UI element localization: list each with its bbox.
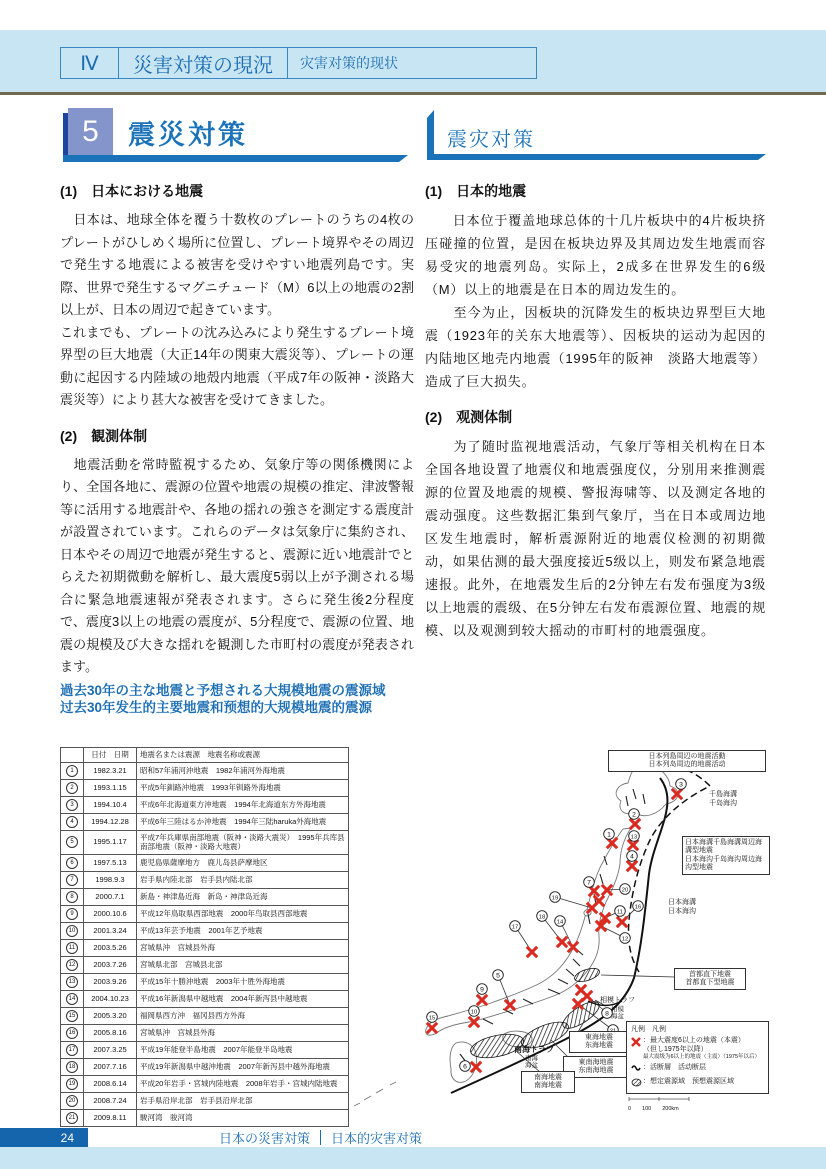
row-date: 2004.10.23 bbox=[84, 990, 137, 1007]
table-row bbox=[61, 1092, 349, 1109]
row-date: 2005.8.16 bbox=[84, 1024, 137, 1041]
svg-text:20: 20 bbox=[621, 887, 629, 894]
svg-text:13: 13 bbox=[630, 834, 638, 841]
table-row bbox=[61, 922, 349, 939]
nankai-quake-box bbox=[521, 1071, 575, 1093]
row-quake-name: 平成16年新潟県中越地震 2004年新泻县中越地震 bbox=[137, 990, 349, 1007]
table-row bbox=[61, 1024, 349, 1041]
svg-text:17: 17 bbox=[511, 924, 519, 931]
table-row bbox=[61, 830, 349, 854]
tonankai-quake-ja: 東南海地震 bbox=[578, 1058, 614, 1066]
map-scale-text: 0 100 200km bbox=[628, 1105, 679, 1112]
row-number-circle: 21 bbox=[66, 1112, 78, 1124]
map-title-ja: 日本列島周辺の地震活動 bbox=[648, 752, 726, 760]
svg-text:12: 12 bbox=[621, 936, 629, 943]
row-number-circle: 18 bbox=[66, 1061, 78, 1073]
bottom-band bbox=[0, 1147, 826, 1169]
row-date: 2008.7.24 bbox=[84, 1092, 137, 1109]
table-row bbox=[61, 871, 349, 888]
row-date: 1995.1.17 bbox=[84, 830, 137, 854]
row-number-circle: 10 bbox=[66, 925, 78, 937]
tonankai-quake-zh: 东南海地震 bbox=[578, 1067, 614, 1074]
paragraph-zh-1: 日本位于覆盖地球总体的十几片板块中的4片板块挤压碰撞的位置，是因在板块边界及其周边发生地震而容易受灾的地震列岛。实际上，2成多在世界发生的6级（M）以上的地震是在日本的周边发生的。 bbox=[425, 213, 766, 297]
chapter-number: Ⅳ bbox=[61, 48, 119, 78]
row-number-circle: 19 bbox=[66, 1078, 78, 1090]
section-number: 5 bbox=[68, 108, 113, 155]
kuril-trench-label bbox=[709, 791, 737, 808]
row-number-circle: 15 bbox=[66, 1010, 78, 1022]
paragraph-zh-3: 为了随时监视地震活动，气象厅等相关机构在日本全国各地设置了地震仪和地震强度仪，分别用来推测震源的位置及地震的规模、警报海啸等、以及测定各地的震动强度。这些数据汇集到气象厅，当在日本或周边地区发生地震时，解析震源附近的地震仪检测的初期微动，如果估测的最大强度接近5级以上，则发布紧急地震速报。此外，在地震发生后的2分钟左右发布强度为3级以上地震的震级、在5分钟左右发布震源位置、地震的规模、以及观测到较大摇动的市町村的地震强度。 bbox=[425, 439, 766, 638]
row-quake-name: 平成19年新潟県中越沖地震 2007年新泻县中越外海地震 bbox=[137, 1058, 349, 1075]
table-title bbox=[60, 682, 386, 716]
row-quake-name: 岩手県内陸北部 岩手县内陆北部 bbox=[137, 871, 349, 888]
footer-title bbox=[88, 1128, 422, 1147]
row-quake-name: 平成20年岩手・宮城内陸地震 2008年岩手・宫城内陆地震 bbox=[137, 1075, 349, 1092]
legend-source-text: ：想定震源域 预想震源区域 bbox=[643, 1078, 734, 1085]
section-underline-left bbox=[63, 155, 408, 162]
svg-text:5: 5 bbox=[496, 972, 500, 980]
kuril-trench-zh: 千岛海沟 bbox=[709, 799, 737, 807]
row-quake-name: 宮城県沖 宫城县外海 bbox=[137, 939, 349, 956]
row-number-circle: 1 bbox=[66, 765, 78, 777]
legend-x-ja: ：最大震度6以上の地震（本震） bbox=[643, 1037, 745, 1044]
japan-trench-label bbox=[668, 899, 696, 916]
svg-text:15: 15 bbox=[428, 1015, 436, 1022]
table-title-ja: 過去30年の主な地震と予想される大規模地震の震源域 bbox=[60, 683, 386, 698]
row-date: 1994.12.28 bbox=[84, 813, 137, 830]
footer-title-ja: 日本の災害対策 bbox=[218, 1131, 310, 1146]
row-number-circle: 2 bbox=[66, 782, 78, 794]
row-number-circle: 13 bbox=[66, 976, 78, 988]
footer-title-zh: 日本的灾害对策 bbox=[331, 1131, 423, 1146]
kuril-trench-ja: 千島海溝 bbox=[709, 791, 737, 798]
row-quake-name: 平成5年釧路沖地震 1993年钏路外海地震 bbox=[137, 779, 349, 796]
trench-type-ja: 日本海溝千島海溝周辺海溝型地震 bbox=[685, 838, 762, 854]
paragraph-zh-2: 至今为止，因板块的沉降发生的板块边界型巨大地震（1923年的关东大地震等）、因板块的运动为起因的内陆地区地壳内地震（1995年的阪神 淡路大地震等）造成了巨大损失。 bbox=[425, 305, 766, 389]
svg-text:10: 10 bbox=[470, 1009, 478, 1016]
heading-zh-1: (1) 日本的地震 bbox=[425, 183, 527, 199]
row-number-circle: 6 bbox=[66, 857, 78, 869]
section-accent-bar bbox=[427, 110, 434, 160]
page-number-box bbox=[0, 1128, 88, 1147]
row-number-circle: 12 bbox=[66, 959, 78, 971]
row-date: 2000.7.1 bbox=[84, 888, 137, 905]
footer-divider bbox=[320, 1130, 321, 1145]
svg-text:18: 18 bbox=[538, 914, 546, 921]
legend-title: 凡例 凡例 bbox=[631, 1026, 666, 1033]
row-date: 2009.8.11 bbox=[84, 1109, 137, 1126]
page-number: 24 bbox=[60, 1130, 74, 1145]
section-title-zh: 震灾对策 bbox=[447, 129, 535, 151]
tokai-quake-box bbox=[569, 1031, 629, 1053]
row-date: 2001.3.24 bbox=[84, 922, 137, 939]
sagami-trough-label bbox=[600, 997, 635, 1021]
row-quake-name: 平成7年兵庫県南部地震（阪神・淡路大震災） 1995年兵库县南部地震（阪神・淡路大地震） bbox=[137, 830, 349, 854]
column-chinese bbox=[425, 181, 766, 642]
row-quake-name: 駿河湾 骏河湾 bbox=[137, 1109, 349, 1126]
row-quake-name: 鹿児島県薩摩地方 鹿儿岛县萨摩地区 bbox=[137, 854, 349, 871]
paragraph-jp-3: 地震活動を常時監視するため、気象庁等の関係機関により、全国各地に、震源の位置や地震の規模の推定、津波警報等に活用する地震計や、各地の揺れの強さを測定する震度計が設置されています。これらのデータは気象庁に集約され、日本やその周辺で地震が発生すると、震源に近い地震計でとらえた初期微動を解析し、最大震度5弱以上が予測される場合に緊急地震速報が発表されます。さらに発生後2分程度で、震度3以上の地震の震度が、5分程度で、震源の位置、地震の規模及び大きな揺れを観測した市町村の震度が発表されます。 bbox=[60, 456, 414, 674]
trench-type-box bbox=[682, 836, 770, 875]
row-quake-name: 平成6年三陸はるか沖地震 1994年三陆haruka外海地震 bbox=[137, 813, 349, 830]
x-mark-icon bbox=[631, 1036, 643, 1050]
svg-text:2: 2 bbox=[632, 811, 636, 819]
legend-x-ja2: （但し1975年以降） bbox=[643, 1046, 708, 1053]
table-row bbox=[61, 1007, 349, 1024]
table-row bbox=[61, 1109, 349, 1126]
svg-text:11: 11 bbox=[616, 909, 624, 916]
legend-x-text bbox=[643, 1036, 760, 1061]
nankai-quake-ja: 南海地震 bbox=[534, 1073, 562, 1081]
row-number-circle: 11 bbox=[66, 942, 78, 954]
svg-text:9: 9 bbox=[480, 986, 484, 994]
tokyo-inland-quake-box bbox=[674, 968, 746, 990]
svg-text:19: 19 bbox=[551, 895, 559, 902]
svg-text:1: 1 bbox=[607, 831, 611, 839]
table-row bbox=[61, 854, 349, 871]
row-number-circle: 4 bbox=[66, 816, 78, 828]
svg-text:6: 6 bbox=[463, 1063, 467, 1071]
table-row bbox=[61, 1058, 349, 1075]
table-row bbox=[61, 796, 349, 813]
heading-zh-2: (2) 观测体制 bbox=[425, 409, 513, 425]
nankai-quake-zh: 南海地震 bbox=[534, 1082, 562, 1089]
column-japanese bbox=[60, 181, 414, 679]
row-quake-name: 平成19年能登半島地震 2007年能登半岛地震 bbox=[137, 1041, 349, 1058]
row-date: 2003.9.26 bbox=[84, 973, 137, 990]
svg-text:16: 16 bbox=[634, 904, 642, 911]
japan-trench-zh: 日本海沟 bbox=[668, 907, 696, 915]
nankai-trough-label bbox=[514, 1046, 554, 1070]
row-quake-name: 平成13年芸予地震 2001年艺予地震 bbox=[137, 922, 349, 939]
svg-text:7: 7 bbox=[587, 879, 591, 887]
table-title-zh: 过去30年发生的主要地震和预想的大规模地震的震源 bbox=[60, 700, 373, 715]
table-row bbox=[61, 956, 349, 973]
row-number-circle: 20 bbox=[66, 1095, 78, 1107]
row-quake-name: 平成6年北海道東方沖地震 1994年北海道东方外海地震 bbox=[137, 796, 349, 813]
japan-trench-ja: 日本海溝 bbox=[668, 899, 696, 906]
divider-rule bbox=[0, 92, 826, 95]
tokyo-inland-quake-zh: 首都直下型地震 bbox=[685, 979, 735, 986]
chapter-header bbox=[60, 47, 537, 79]
row-date: 2000.10.6 bbox=[84, 905, 137, 922]
table-row bbox=[61, 905, 349, 922]
map-legend bbox=[626, 1021, 769, 1094]
row-date: 1982.3.21 bbox=[84, 762, 137, 779]
heading-jp-1: (1) 日本における地震 bbox=[60, 183, 204, 199]
row-number-circle: 8 bbox=[66, 891, 78, 903]
row-number-circle: 9 bbox=[66, 908, 78, 920]
row-number-circle: 5 bbox=[66, 836, 78, 848]
map-title-box bbox=[608, 750, 766, 772]
svg-text:14: 14 bbox=[556, 919, 564, 926]
nankai-trough-zh: 南海海盆 bbox=[525, 1054, 538, 1069]
sagami-trough-zh: 相模海盆 bbox=[611, 1005, 624, 1020]
row-date: 2003.5.26 bbox=[84, 939, 137, 956]
row-date: 1997.5.13 bbox=[84, 854, 137, 871]
svg-text:4: 4 bbox=[630, 853, 634, 861]
row-quake-name: 新島・神津島近海 新岛・神津岛近海 bbox=[137, 888, 349, 905]
row-number-circle: 7 bbox=[66, 874, 78, 886]
row-quake-name: 平成12年鳥取県西部地震 2000年鸟取县西部地震 bbox=[137, 905, 349, 922]
row-quake-name: 宮城県沖 宫城县外海 bbox=[137, 1024, 349, 1041]
southwest-islands bbox=[354, 1082, 396, 1106]
row-date: 1993.1.15 bbox=[84, 779, 137, 796]
tokyo-inland-quake-ja: 首都直下地震 bbox=[689, 970, 731, 978]
row-date: 2007.3.25 bbox=[84, 1041, 137, 1058]
table-row bbox=[61, 888, 349, 905]
row-quake-name: 福岡県西方沖 福冈县西方外海 bbox=[137, 1007, 349, 1024]
row-date: 2007.7.16 bbox=[84, 1058, 137, 1075]
table-row bbox=[61, 990, 349, 1007]
section-title-ja: 震災対策 bbox=[128, 120, 248, 150]
legend-fault-text: ：活断層 活动断层 bbox=[643, 1064, 706, 1071]
trench-type-zh: 日本海沟千岛海沟周边海沟型地震 bbox=[685, 855, 762, 871]
table-header-row bbox=[61, 748, 349, 763]
chapter-title-zh: 灾害对策的现状 bbox=[300, 55, 398, 71]
heading-jp-2: (2) 観測体制 bbox=[60, 427, 148, 444]
table-row bbox=[61, 973, 349, 990]
table-row bbox=[61, 762, 349, 779]
row-quake-name: 岩手県沿岸北部 岩手县沿岸北部 bbox=[137, 1092, 349, 1109]
row-number-circle: 3 bbox=[66, 799, 78, 811]
table-row bbox=[61, 813, 349, 830]
row-date: 2005.3.20 bbox=[84, 1007, 137, 1024]
legend-x-zh: 最大震级为6以上的地震（主震）（1975年以后） bbox=[643, 1054, 761, 1060]
fault-line-icon bbox=[631, 1063, 643, 1075]
sagami-trough-ja: 相模トラフ bbox=[600, 997, 635, 1004]
row-quake-name: 平成15年十勝沖地震 2003年十胜外海地震 bbox=[137, 973, 349, 990]
table-row bbox=[61, 1041, 349, 1058]
table-row bbox=[61, 939, 349, 956]
column-header-date: 日付 日期 bbox=[84, 748, 137, 763]
map-title-zh: 日本列岛周边的地震活动 bbox=[648, 761, 726, 768]
row-date: 1994.10.4 bbox=[84, 796, 137, 813]
row-number-circle: 14 bbox=[66, 993, 78, 1005]
paragraph-jp-2: これまでも、プレートの沈み込みにより発生するプレート境界型の巨大地震（大正14年の関東大震災等）、プレートの運動に起因する内陸域の地殻内地震（平成7年の阪神・淡路大震災等）により甚大な被害を受けてきました。 bbox=[60, 324, 414, 407]
row-quake-name: 宮城県北部 宫城县北部 bbox=[137, 956, 349, 973]
chapter-title-ja: 災害対策の現況 bbox=[119, 48, 288, 78]
paragraph-jp-1: 日本は、地球全体を覆う十数枚のプレートのうちの4枚のプレートがひしめく場所に位置し、プレート境界やその周辺で発生する地震による被害を受けやすい地震列島です。実際、世界で発生するマグニチュード（M）6以上の地震の2割以上が、日本の周辺で起きています。 bbox=[60, 212, 414, 317]
nankai-trough-ja: 南海トラフ bbox=[514, 1045, 554, 1054]
column-header-name: 地震名または震源 地震名称或震源 bbox=[137, 748, 349, 763]
row-number-circle: 17 bbox=[66, 1044, 78, 1056]
source-region-icon bbox=[631, 1077, 643, 1090]
earthquake-table-body bbox=[61, 748, 349, 1127]
row-quake-name: 昭和57年浦河沖地震 1982年浦河外海地震 bbox=[137, 762, 349, 779]
table-row bbox=[61, 1075, 349, 1092]
row-date: 1998.9.3 bbox=[84, 871, 137, 888]
earthquake-table bbox=[60, 747, 349, 1127]
table-row bbox=[61, 779, 349, 796]
tokai-quake-ja: 東海地震 bbox=[585, 1033, 613, 1041]
map-scale-bar bbox=[628, 1096, 700, 1113]
row-date: 2003.7.26 bbox=[84, 956, 137, 973]
tokai-quake-zh: 东海地震 bbox=[585, 1042, 613, 1049]
svg-text:3: 3 bbox=[679, 781, 683, 789]
section-underline-right bbox=[427, 154, 766, 160]
seismic-map bbox=[348, 744, 800, 1124]
svg-text:8: 8 bbox=[605, 1010, 609, 1018]
row-date: 2008.6.14 bbox=[84, 1075, 137, 1092]
row-number-circle: 16 bbox=[66, 1027, 78, 1039]
